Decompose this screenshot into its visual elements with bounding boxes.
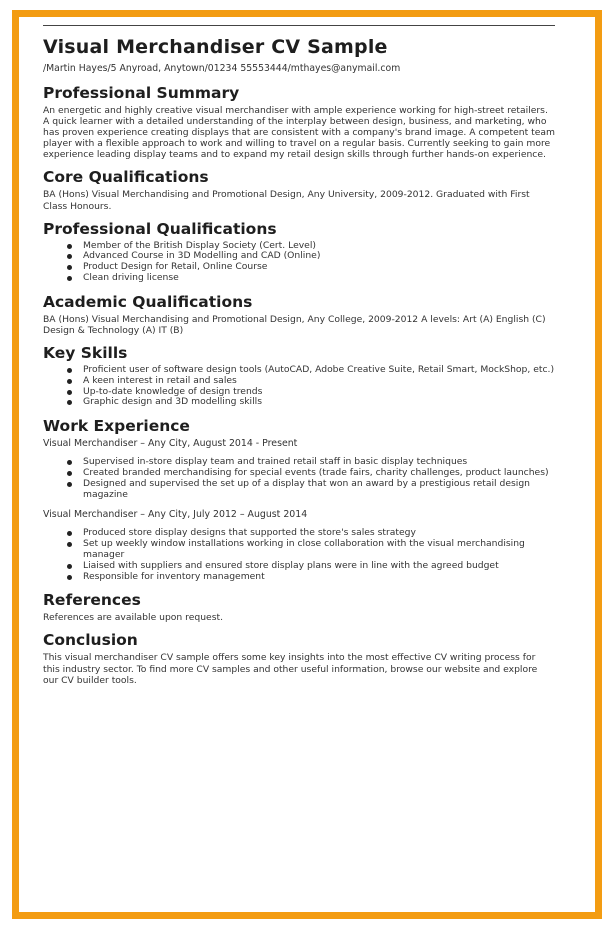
bullet-icon [67,265,72,270]
bullet-icon [67,276,72,281]
list-item-text: Product Design for Retail, Online Course [83,261,268,273]
bullet-icon [67,254,72,259]
key-skills-list [43,365,555,408]
list-item-text: Liaised with suppliers and ensured store display plans were in line with the agreed budget [83,559,499,571]
bullet-icon [67,379,72,384]
list-item [83,479,555,501]
bullet-icon [67,575,72,580]
job-title: Visual Merchandiser – Any City, July 2012 – August 2014 [43,509,308,521]
cv-document [43,25,555,694]
list-item-text: Supervised in-store display team and trained retail staff in basic display techniques [83,456,468,468]
bullet-icon [67,542,72,547]
bullet-icon [67,368,72,373]
list-item-text: Responsible for inventory management [83,570,265,582]
conclusion-text: This visual merchandiser CV sample offers some key insights into the most effective CV writing process for this industry sector. To find more CV samples and other useful information, browse our website and explore our CV builder tools. [43,652,538,686]
section-heading: Key Skills [43,344,128,363]
core-qualifications-text: BA (Hons) Visual Merchandising and Promotional Design, Any University, 2009-2012. Graduated with First Class Honours. [43,189,530,212]
section-heading: References [43,591,141,610]
list-item-text: Created branded merchandising for special events (trade fairs, charity challenges, product launches) [83,467,549,479]
list-item-text: Advanced Course in 3D Modelling and CAD (Online) [83,250,321,262]
professional-summary-section [43,84,555,160]
section-heading: Professional Summary [43,84,240,102]
list-item [83,273,555,284]
list-item-text: Clean driving license [83,272,179,284]
academic-qualifications-section [43,293,555,336]
top-rule [43,25,555,26]
references-text: References are available upon request. [43,612,224,624]
job-title: Visual Merchandiser – Any City, August 2014 - Present [43,438,298,450]
list-item-text: Graphic design and 3D modelling skills [83,396,262,408]
bullet-icon [67,482,72,487]
section-heading: Professional Qualifications [43,219,277,238]
core-qualifications-section [43,168,555,211]
bullet-icon [67,390,72,395]
cv-title: Visual Merchandiser CV Sample [43,36,388,58]
summary-text: An energetic and highly creative visual merchandiser with ample experience working for high-street retailers. A quick learner with a detailed understanding of the interplay between design, business, and marketing, who has proven experience creating displays that are consistent with a company's brand image. A competent team player with a flexible approach to work and willing to travel on a regular basis. Currently seeking to gain more experience leading display teams and to expand my retail design skills through further hands-on experience. [43,105,555,161]
bullet-icon [67,400,72,405]
list-item [83,539,555,561]
list-item-text: A keen interest in retail and sales [83,374,237,386]
bullet-icon [67,564,72,569]
conclusion-section [43,631,555,685]
key-skills-section [43,344,555,408]
list-item-text: Member of the British Display Society (Cert. Level) [83,239,316,251]
section-heading: Work Experience [43,417,190,436]
job-duties-list [43,457,555,500]
bullet-icon [67,244,72,249]
bullet-icon [67,531,72,536]
job-duties-list [43,528,555,582]
professional-qualifications-list [43,241,555,284]
contact-line: /Martin Hayes/5 Anyroad, Anytown/01234 55553444/mthayes@anymail.com [43,63,401,74]
list-item-text: Set up weekly window installations working in close collaboration with the visual merchandising manager [83,538,525,560]
academic-qualifications-text: BA (Hons) Visual Merchandising and Promotional Design, Any College, 2009-2012 A levels: Art (A) English (C) Design & Technology (A) IT (B) [43,313,546,336]
references-section [43,591,555,623]
section-heading: Academic Qualifications [43,292,253,311]
professional-qualifications-section [43,220,555,284]
section-heading: Conclusion [43,631,138,650]
work-experience-section [43,417,555,582]
bullet-icon [67,460,72,465]
list-item-text: Proficient user of software design tools (AutoCAD, Adobe Creative Suite, Retail Smart, MockShop, etc.) [83,364,555,376]
bullet-icon [67,471,72,476]
section-heading: Core Qualifications [43,168,209,187]
list-item [83,397,555,408]
list-item [83,572,555,583]
list-item-text: Up-to-date knowledge of design trends [83,385,263,397]
list-item-text: Produced store display designs that supported the store's sales strategy [83,527,416,539]
list-item-text: Designed and supervised the set up of a display that won an award by a prestigious retail design magazine [83,477,531,500]
